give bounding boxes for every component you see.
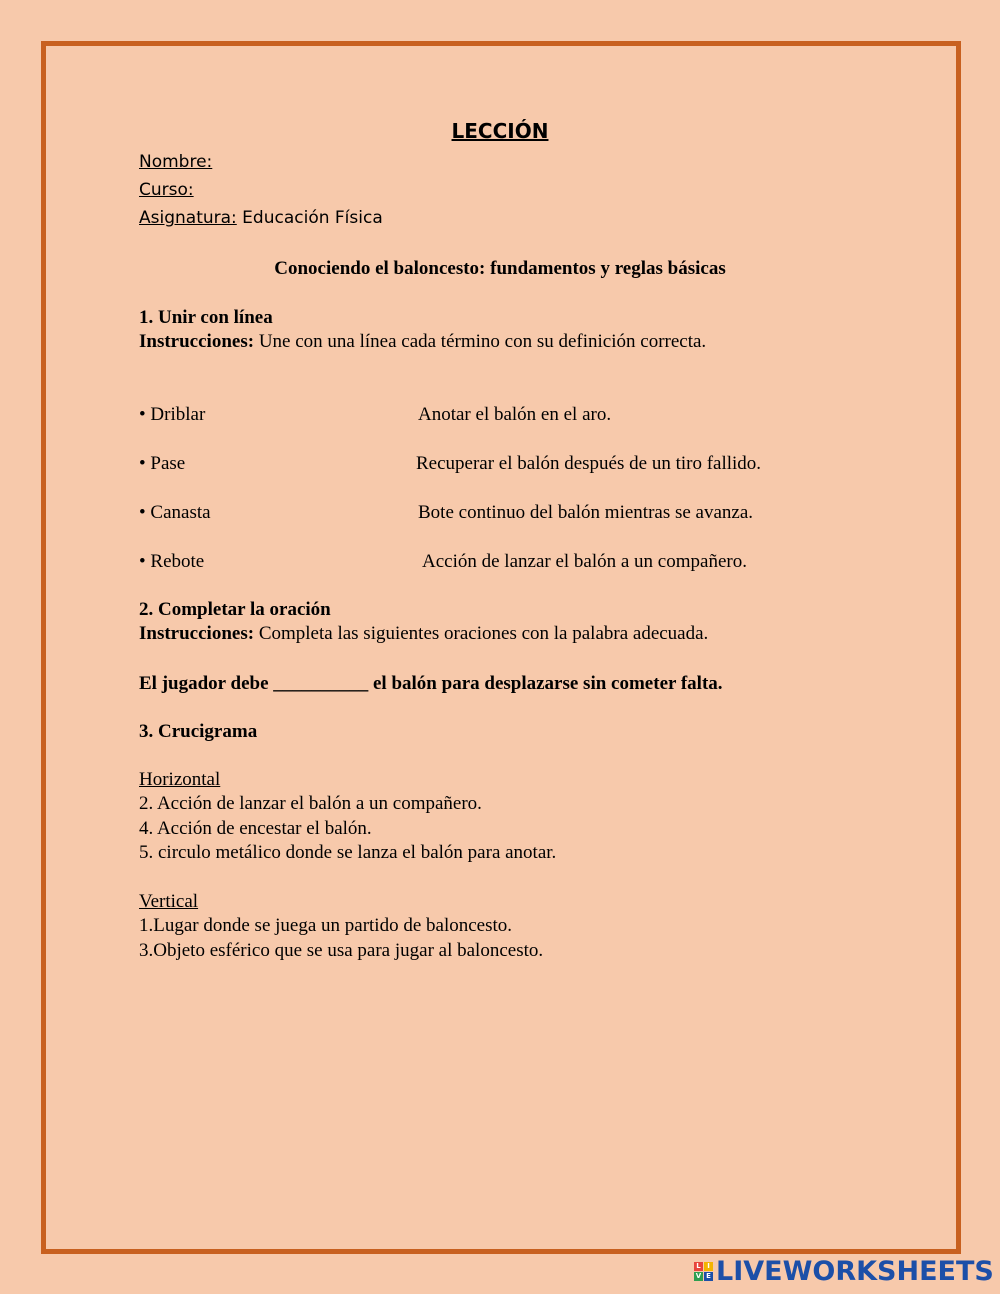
- field-nombre: [139, 152, 212, 172]
- section1-heading: 1. Unir con línea: [139, 307, 273, 328]
- match-term-driblar[interactable]: [139, 404, 205, 426]
- horizontal-clue: 2. Acción de lanzar el balón a un compañero.: [139, 793, 482, 814]
- instructions-text: Completa las siguientes oraciones con la palabra adecuada.: [254, 623, 709, 644]
- field-label: Curso:: [139, 180, 194, 200]
- field-curso: [139, 180, 194, 200]
- match-definition-4[interactable]: Acción de lanzar el balón a un compañero.: [422, 551, 747, 572]
- horizontal-clue: 5. circulo metálico donde se lanza el balón para anotar.: [139, 842, 557, 863]
- instructions-label: Instrucciones:: [139, 331, 255, 352]
- match-term-rebote[interactable]: [139, 551, 204, 573]
- section3-heading: 3. Crucigrama: [139, 721, 258, 742]
- worksheet-subtitle: Conociendo el baloncesto: fundamentos y reglas básicas: [274, 258, 726, 279]
- section2-heading: 2. Completar la oración: [139, 599, 331, 620]
- field-label: Nombre:: [139, 152, 213, 172]
- vertical-clue: 1.Lugar donde se juega un partido de baloncesto.: [139, 915, 513, 936]
- instructions-label: Instrucciones:: [139, 623, 255, 644]
- logo-block-i: I: [704, 1262, 713, 1271]
- bullet: •: [139, 502, 146, 523]
- section2-instructions: [139, 623, 708, 645]
- logo-block-e: E: [704, 1272, 713, 1281]
- horizontal-clue: 4. Acción de encestar el balón.: [139, 818, 372, 839]
- logo-block-v: V: [695, 1272, 702, 1280]
- match-term-pase[interactable]: [139, 453, 185, 475]
- field-asignatura: [139, 208, 383, 228]
- fill-in-sentence[interactable]: El jugador debe __________ el balón para desplazarse sin cometer falta.: [139, 673, 723, 694]
- match-term-canasta[interactable]: [139, 502, 211, 524]
- term-label: Rebote: [150, 551, 205, 572]
- bullet: •: [139, 404, 146, 425]
- vertical-label: Vertical: [139, 891, 199, 912]
- logo-text: LIVEWORKSHEETS: [716, 1256, 994, 1287]
- bullet: •: [139, 453, 146, 474]
- bullet: •: [139, 551, 146, 572]
- field-value: Educación Física: [236, 208, 383, 228]
- match-definition-2[interactable]: Recuperar el balón después de un tiro fallido.: [416, 453, 762, 474]
- instructions-text: Une con una línea cada término con su definición correcta.: [254, 331, 707, 352]
- section1-instructions: [139, 331, 706, 353]
- horizontal-label: Horizontal: [139, 769, 221, 790]
- lesson-title: LECCIÓN: [451, 119, 549, 143]
- liveworksheets-logo: [694, 1256, 994, 1287]
- logo-block-l: L: [694, 1262, 703, 1271]
- logo-blocks-icon: [694, 1262, 713, 1281]
- term-label: Canasta: [150, 502, 211, 523]
- term-label: Driblar: [150, 404, 206, 425]
- match-definition-1[interactable]: Anotar el balón en el aro.: [418, 404, 612, 425]
- term-label: Pase: [150, 453, 186, 474]
- vertical-clue: 3.Objeto esférico que se usa para jugar al baloncesto.: [139, 940, 544, 961]
- match-definition-3[interactable]: Bote continuo del balón mientras se avanza.: [418, 502, 754, 523]
- field-label: Asignatura:: [139, 208, 237, 228]
